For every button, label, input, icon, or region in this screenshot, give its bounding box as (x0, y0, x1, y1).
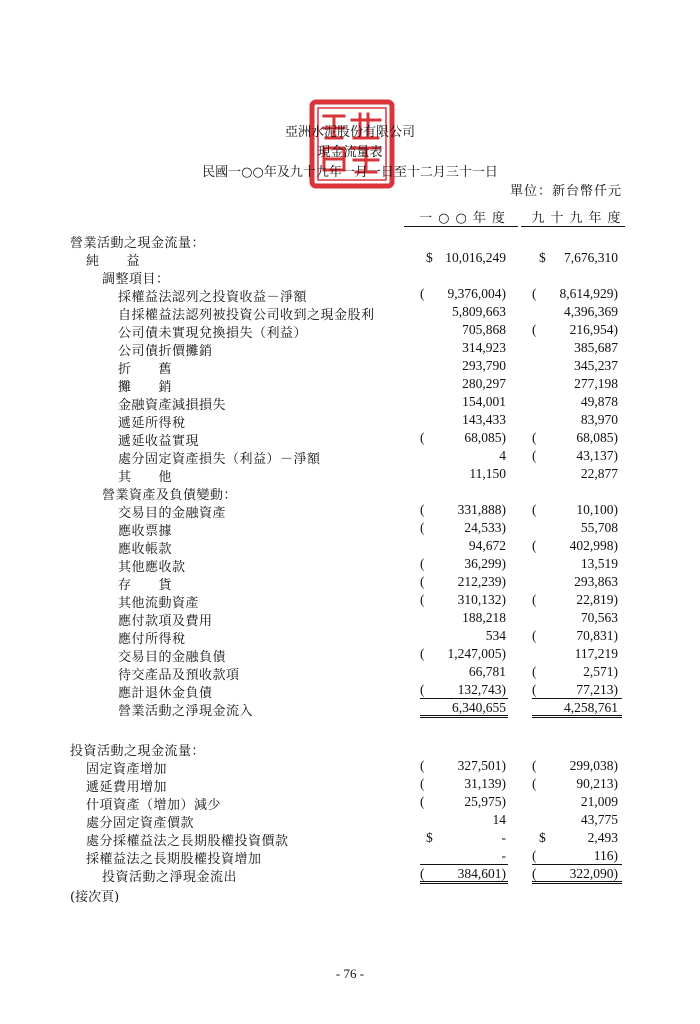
table-row (0, 376, 700, 394)
row-label: 遞延收益實現 (118, 434, 200, 449)
negative-paren: ( (420, 646, 425, 661)
table-row (0, 250, 700, 268)
value-year-99: 4,258,761 (564, 700, 618, 715)
table-row (0, 812, 700, 830)
table-row (0, 866, 700, 884)
value-year-99: 216,954) (569, 322, 618, 337)
value-year-99: 116) (593, 848, 618, 863)
row-label: 投資活動之淨現金流出 (102, 870, 238, 885)
value-year-100: 154,001 (462, 394, 506, 409)
table-row (0, 758, 700, 776)
table-row (0, 740, 700, 758)
value-year-99: 70,563 (580, 610, 618, 625)
table-row (0, 556, 700, 574)
value-year-99: 22,819) (576, 592, 618, 607)
total-double-underline (420, 715, 508, 718)
table-row (0, 574, 700, 592)
table-row (0, 304, 700, 322)
total-double-underline (532, 881, 622, 884)
row-label: 自採權益法認列被投資公司收到之現金股利 (118, 308, 375, 323)
table-row (0, 610, 700, 628)
row-label: 應收票據 (118, 524, 173, 539)
negative-paren: ( (532, 664, 537, 679)
table-row (0, 592, 700, 610)
negative-paren: ( (420, 286, 425, 301)
company-name: 亞洲水泥股份有限公司 (284, 125, 415, 140)
value-year-99: 402,998) (569, 538, 618, 553)
value-year-100: 36,299) (464, 556, 506, 571)
row-label: 處分固定資產損失（利益）－淨額 (118, 452, 321, 467)
negative-paren: ( (420, 430, 425, 445)
value-year-99: 4,396,369 (564, 304, 618, 319)
value-year-100: 66,781 (468, 664, 506, 679)
value-year-100: 25,975) (464, 794, 506, 809)
value-year-99: 293,863 (574, 574, 618, 589)
statement-period: 民國一○○年及九十九年一月一日至十二月三十一日 (202, 165, 498, 180)
currency-unit: 單位：新台幣仟元 (509, 184, 622, 199)
row-label: 應付所得稅 (118, 632, 186, 647)
value-year-99: 117,219 (574, 646, 618, 661)
value-year-99: 10,100) (576, 502, 618, 517)
table-row (0, 538, 700, 556)
page-number: - 76 - (335, 966, 365, 981)
table-row (0, 430, 700, 448)
table-row (0, 664, 700, 682)
table-row (0, 358, 700, 376)
value-year-100: 280,297 (462, 376, 506, 391)
table-row (0, 412, 700, 430)
row-label: 固定資產增加 (86, 762, 168, 777)
value-year-100: 310,132) (457, 592, 506, 607)
column-header-year-100: 一○○年度 (419, 211, 511, 226)
value-year-100: 327,501) (457, 758, 506, 773)
value-year-99: 345,237 (574, 358, 618, 373)
total-double-underline (532, 715, 622, 718)
value-year-100: 11,150 (469, 466, 506, 481)
table-row (0, 830, 700, 848)
table-row (0, 484, 700, 502)
table-row (0, 448, 700, 466)
negative-paren: ( (532, 628, 537, 643)
value-year-100: 4 (499, 448, 506, 463)
value-year-99: 7,676,310 (564, 250, 618, 265)
value-year-100: 94,672 (468, 538, 506, 553)
table-row (0, 848, 700, 866)
value-year-100: 5,809,663 (452, 304, 506, 319)
row-label: 交易目的金融資產 (118, 506, 227, 521)
negative-paren: ( (420, 574, 425, 589)
row-label: 營業資產及負債變動： (102, 488, 238, 503)
row-label: 調整項目： (102, 272, 170, 287)
row-label: 其他應收款 (118, 560, 186, 575)
negative-paren: ( (420, 502, 425, 517)
row-label: 處分固定資產價款 (86, 816, 195, 831)
table-row (0, 340, 700, 358)
currency-symbol: $ (426, 250, 433, 265)
negative-paren: ( (532, 502, 537, 517)
table-row (0, 794, 700, 812)
table-row (0, 286, 700, 304)
negative-paren: ( (532, 848, 537, 863)
table-row (0, 628, 700, 646)
value-year-100: 6,340,655 (452, 700, 506, 715)
table-row (0, 268, 700, 286)
value-year-99: 2,571) (583, 664, 618, 679)
value-year-99: 55,708 (580, 520, 618, 535)
value-year-100: 212,239) (457, 574, 506, 589)
row-label: 待交產品及預收款項 (118, 668, 240, 683)
negative-paren: ( (532, 776, 537, 791)
value-year-99: 83,970 (580, 412, 618, 427)
negative-paren: ( (420, 682, 425, 697)
negative-paren: ( (532, 758, 537, 773)
value-year-99: 21,009 (580, 794, 618, 809)
value-year-99: 22,877 (580, 466, 618, 481)
row-label: 遞延費用增加 (86, 780, 168, 795)
row-label: 應計退休金負債 (118, 686, 213, 701)
value-year-100: 10,016,249 (445, 250, 506, 265)
value-year-100: 534 (485, 628, 506, 643)
subtotal-underline (532, 864, 622, 865)
currency-symbol: $ (426, 830, 433, 845)
value-year-99: 8,614,929) (559, 286, 618, 301)
currency-symbol: $ (539, 830, 546, 845)
row-label: 公司債未實現兌換損失（利益） (118, 326, 308, 341)
negative-paren: ( (420, 794, 425, 809)
value-year-99: 43,137) (576, 448, 618, 463)
value-year-100: 705,868 (462, 322, 506, 337)
negative-paren: ( (532, 538, 537, 553)
negative-paren: ( (532, 286, 537, 301)
value-year-100: 14 (492, 812, 506, 827)
value-year-100: 68,085) (464, 430, 506, 445)
value-year-100: 9,376,004) (447, 286, 506, 301)
row-label: 其 他 (118, 470, 173, 485)
column-header-underline (521, 226, 625, 227)
row-label: 營業活動之現金流量： (70, 236, 206, 251)
row-label: 公司債折價攤銷 (118, 344, 213, 359)
value-year-99: 49,878 (580, 394, 618, 409)
row-label: 存 貨 (118, 578, 173, 593)
negative-paren: ( (420, 758, 425, 773)
row-label: 處分採權益法之長期股權投資價款 (86, 834, 289, 849)
subtotal-underline (420, 864, 508, 865)
negative-paren: ( (420, 592, 425, 607)
value-year-100: 188,218 (462, 610, 506, 625)
row-label: 折 舊 (118, 362, 173, 377)
column-header-year-99: 九十九年度 (531, 211, 627, 226)
row-label: 交易目的金融負債 (118, 650, 227, 665)
negative-paren: ( (532, 682, 537, 697)
table-row (0, 232, 700, 250)
negative-paren: ( (532, 430, 537, 445)
total-double-underline (420, 881, 508, 884)
value-year-100: - (501, 830, 506, 845)
table-row (0, 520, 700, 538)
negative-paren: ( (420, 556, 425, 571)
currency-symbol: $ (539, 250, 546, 265)
negative-paren: ( (532, 322, 537, 337)
value-year-99: 322,090) (569, 866, 618, 881)
row-label: 投資活動之現金流量： (70, 744, 206, 759)
row-label: 金融資產減損損失 (118, 398, 227, 413)
column-header-underline (404, 226, 518, 227)
row-label: 什項資產（增加）減少 (86, 798, 222, 813)
row-label: 其他流動資產 (118, 596, 200, 611)
row-label: 應收帳款 (118, 542, 173, 557)
value-year-100: 132,743) (457, 682, 506, 697)
subtotal-underline (420, 698, 508, 699)
value-year-100: 314,923 (462, 340, 506, 355)
table-row (0, 646, 700, 664)
negative-paren: ( (532, 448, 537, 463)
statement-title: 現金流量表 (317, 145, 383, 160)
row-label: 採權益法認列之投資收益－淨額 (118, 290, 308, 305)
subtotal-underline (532, 698, 622, 699)
value-year-100: 293,790 (462, 358, 506, 373)
row-label: 純 益 (86, 254, 141, 269)
table-row (0, 466, 700, 484)
value-year-100: - (501, 848, 506, 863)
value-year-100: 1,247,005) (447, 646, 506, 661)
negative-paren: ( (420, 520, 425, 535)
row-label: 應付款項及費用 (118, 614, 213, 629)
negative-paren: ( (420, 776, 425, 791)
value-year-99: 299,038) (569, 758, 618, 773)
value-year-99: 70,831) (576, 628, 618, 643)
negative-paren: ( (532, 866, 537, 881)
value-year-99: 90,213) (576, 776, 618, 791)
table-row (0, 394, 700, 412)
value-year-99: 277,198 (574, 376, 618, 391)
value-year-99: 77,213) (576, 682, 618, 697)
table-row (0, 322, 700, 340)
row-label: 遞延所得稅 (118, 416, 186, 431)
table-row (0, 682, 700, 700)
table-row (0, 502, 700, 520)
row-label: 營業活動之淨現金流入 (118, 704, 254, 719)
table-row (0, 700, 700, 718)
row-label: 採權益法之長期股權投資增加 (86, 852, 262, 867)
table-row (0, 776, 700, 794)
value-year-100: 31,139) (464, 776, 506, 791)
value-year-100: 24,533) (464, 520, 506, 535)
value-year-100: 331,888) (457, 502, 506, 517)
value-year-99: 2,493 (587, 830, 618, 845)
value-year-99: 13,519 (580, 556, 618, 571)
value-year-99: 68,085) (576, 430, 618, 445)
value-year-100: 384,601) (457, 866, 506, 881)
negative-paren: ( (420, 866, 425, 881)
value-year-99: 43,775 (580, 812, 618, 827)
negative-paren: ( (532, 592, 537, 607)
row-label: 攤 銷 (118, 380, 173, 395)
value-year-99: 385,687 (574, 340, 618, 355)
continued-note: (接次頁) (70, 890, 120, 905)
value-year-100: 143,433 (462, 412, 506, 427)
